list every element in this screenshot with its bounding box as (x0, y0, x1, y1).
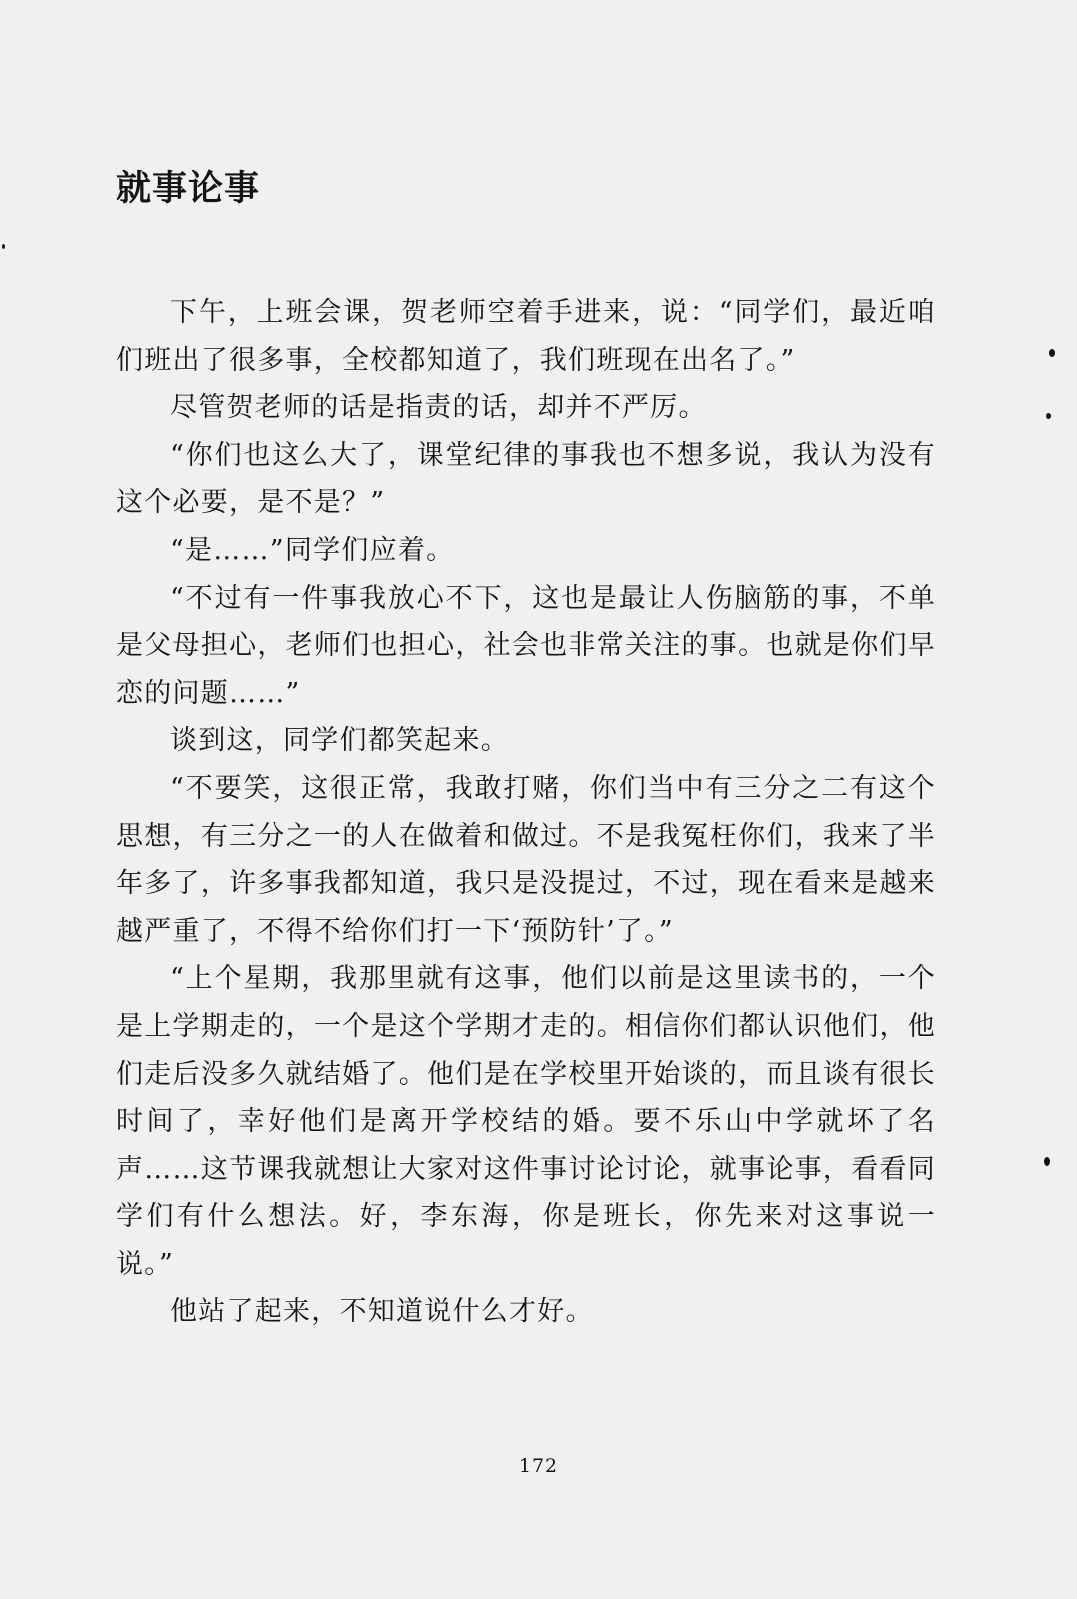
paragraph-9: 他站了起来，不知道说什么才好。 (170, 1296, 594, 1328)
paragraph-7: “不要笑，这很正常，我敢打赌，你们当中有三分之二有这个思想，有三分之一的人在做着和做过。不是我冤枉你们，我来了半年多了，许多事我都知道，我只是没提过，不过，现在看来是越来越严重了，不得不给你们打一下‘预防针’了。” (116, 772, 936, 947)
paragraph-2: 尽管贺老师的话是指责的话，却并不严厉。 (170, 392, 707, 424)
scan-speck (1046, 413, 1051, 419)
scan-speck (2, 244, 5, 249)
scan-speck (1049, 349, 1055, 357)
paragraph-3: “你们也这么大了，课堂纪律的事我也不想多说，我认为没有这个必要，是不是？” (116, 439, 936, 519)
paragraph-5: “不过有一件事我放心不下，这也是最让人伤脑筋的事，不单是父母担心，老师们也担心，社会也非常关注的事。也就是你们早恋的问题……” (116, 582, 936, 709)
body-text (116, 289, 936, 1336)
paragraph-4: “是……”同学们应着。 (170, 534, 455, 566)
scan-speck (1044, 1157, 1050, 1166)
paragraph-8: “上个星期，我那里就有这事，他们以前是这里读书的，一个是上学期走的，一个是这个学期才走的。相信你们都认识他们，他们走后没多久就结婚了。他们是在学校里开始谈的，而且谈有很长时间了，幸好他们是离开学校结的婚。要不乐山中学就坏了名声……这节课我就想让大家对这件事讨论讨论，就事论事，看看同学们有什么想法。好，李东海，你是班长，你先来对这事说一说。” (116, 963, 936, 1280)
chapter-title: 就事论事 (116, 169, 261, 209)
paragraph-1: 下午，上班会课，贺老师空着手进来，说：“同学们，最近咱们班出了很多事，全校都知道了，我们班现在出名了。” (116, 297, 936, 376)
page-number: 172 (518, 1455, 559, 1477)
paragraph-6: 谈到这，同学们都笑起来。 (170, 725, 509, 757)
